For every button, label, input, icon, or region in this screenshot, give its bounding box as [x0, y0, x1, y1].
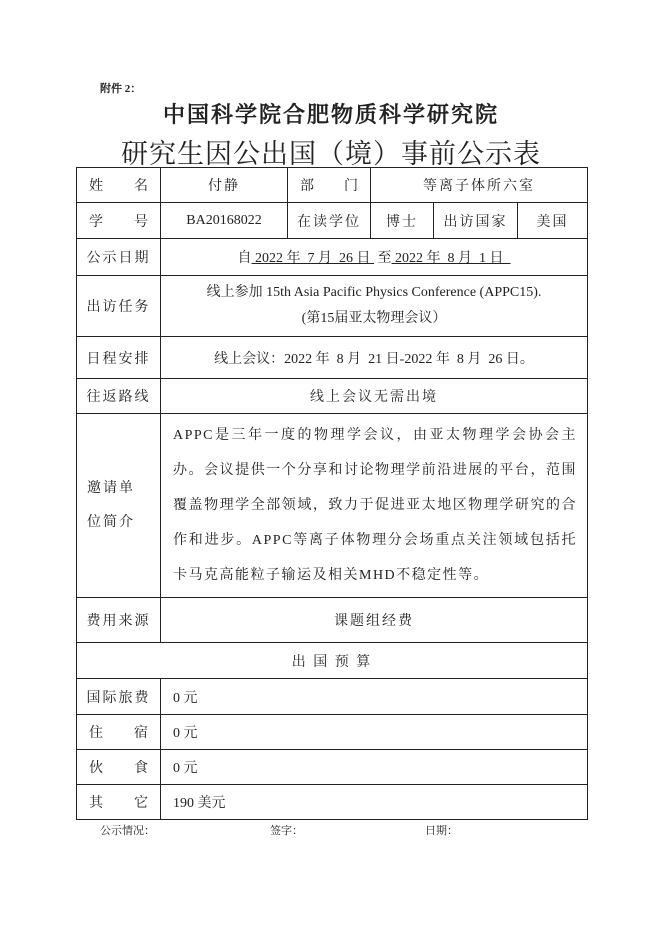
row-task — [77, 276, 588, 337]
student-id-value: BA20168022 — [161, 203, 288, 239]
row-id — [77, 203, 588, 239]
dept-value: 等离子体所六室 — [371, 168, 588, 203]
disclosure-table — [76, 167, 588, 820]
funding-label: 费用来源 — [77, 598, 161, 643]
row-budget-header — [77, 643, 588, 679]
footer-signature: 签字： — [270, 825, 303, 837]
date-to: 2022 年 8 月 1 日 — [391, 251, 511, 266]
task-label: 出访任务 — [77, 276, 161, 337]
budget-value: 0 元 — [161, 679, 588, 715]
budget-row — [77, 750, 588, 785]
name-value: 付静 — [161, 168, 288, 203]
row-schedule — [77, 337, 588, 379]
budget-label-2: 宿 — [134, 726, 148, 741]
budget-label-2: 它 — [134, 796, 148, 811]
budget-label: 国际旅费 — [77, 679, 161, 715]
name-label-2: 名 — [134, 179, 148, 194]
name-label-1: 姓 — [89, 179, 103, 194]
row-route — [77, 379, 588, 414]
route-value: 线上会议无需出境 — [161, 379, 588, 414]
budget-value: 190 美元 — [161, 785, 588, 820]
budget-header: 出 国 预 算 — [77, 643, 588, 679]
dept-label-2: 门 — [344, 179, 358, 194]
budget-value: 0 元 — [161, 750, 588, 785]
row-date — [77, 239, 588, 276]
footer-date: 日期： — [425, 825, 458, 837]
task-line-2: (第15届亚太物理会议） — [301, 311, 447, 326]
date-to-prefix: 至 — [377, 251, 392, 266]
budget-row — [77, 785, 588, 820]
budget-value: 0 元 — [161, 715, 588, 750]
row-name — [77, 168, 588, 203]
schedule-value: 线上会议：2022 年 8 月 21 日-2022 年 8 月 26 日。 — [161, 337, 588, 379]
budget-label-1: 其 — [89, 796, 103, 811]
footer-status: 公示情况： — [100, 825, 155, 837]
budget-label-1: 住 — [89, 726, 103, 741]
budget-row — [77, 679, 588, 715]
form-title: 研究生因公出国（境）事前公示表 — [121, 139, 541, 169]
row-inviter — [77, 414, 588, 598]
funding-value: 课题组经费 — [161, 598, 588, 643]
country-label: 出访国家 — [434, 203, 518, 239]
budget-label-1: 伙 — [89, 761, 103, 776]
budget-label-2: 食 — [134, 761, 148, 776]
inviter-description: APPC是三年一度的物理学会议，由亚太物理学会协会主办。会议提供一个分享和讨论物理学前沿进展的平台，范围覆盖物理学全部领域，致力于促进亚太地区物理学研究的合作和进步。APPC等离子体物理分会场重点关注领域包括托卡马克高能粒子输运及相关MHD不稳定性等。 — [161, 414, 588, 598]
date-label: 公示日期 — [77, 239, 161, 276]
date-from: 2022 年 7 月 26 日 — [251, 251, 375, 266]
route-label: 往返路线 — [77, 379, 161, 414]
schedule-label: 日程安排 — [77, 337, 161, 379]
degree-label: 在读学位 — [288, 203, 371, 239]
date-from-prefix: 自 — [237, 251, 252, 266]
task-line-1: 线上参加 15th Asia Pacific Physics Conference (APPC15). — [206, 285, 542, 300]
id-label-2: 号 — [134, 214, 148, 230]
inviter-label-2: 位简介 — [87, 514, 135, 530]
degree-value: 博士 — [371, 203, 434, 239]
attachment-label: 附件 2： — [100, 83, 142, 95]
country-value: 美国 — [518, 203, 588, 239]
dept-label-1: 部 — [300, 179, 314, 194]
organization-title: 中国科学院合肥物质科学研究院 — [162, 102, 499, 127]
row-funding — [77, 598, 588, 643]
inviter-label-1: 邀请单 — [87, 480, 135, 496]
id-label-1: 学 — [89, 214, 103, 230]
budget-row — [77, 715, 588, 750]
